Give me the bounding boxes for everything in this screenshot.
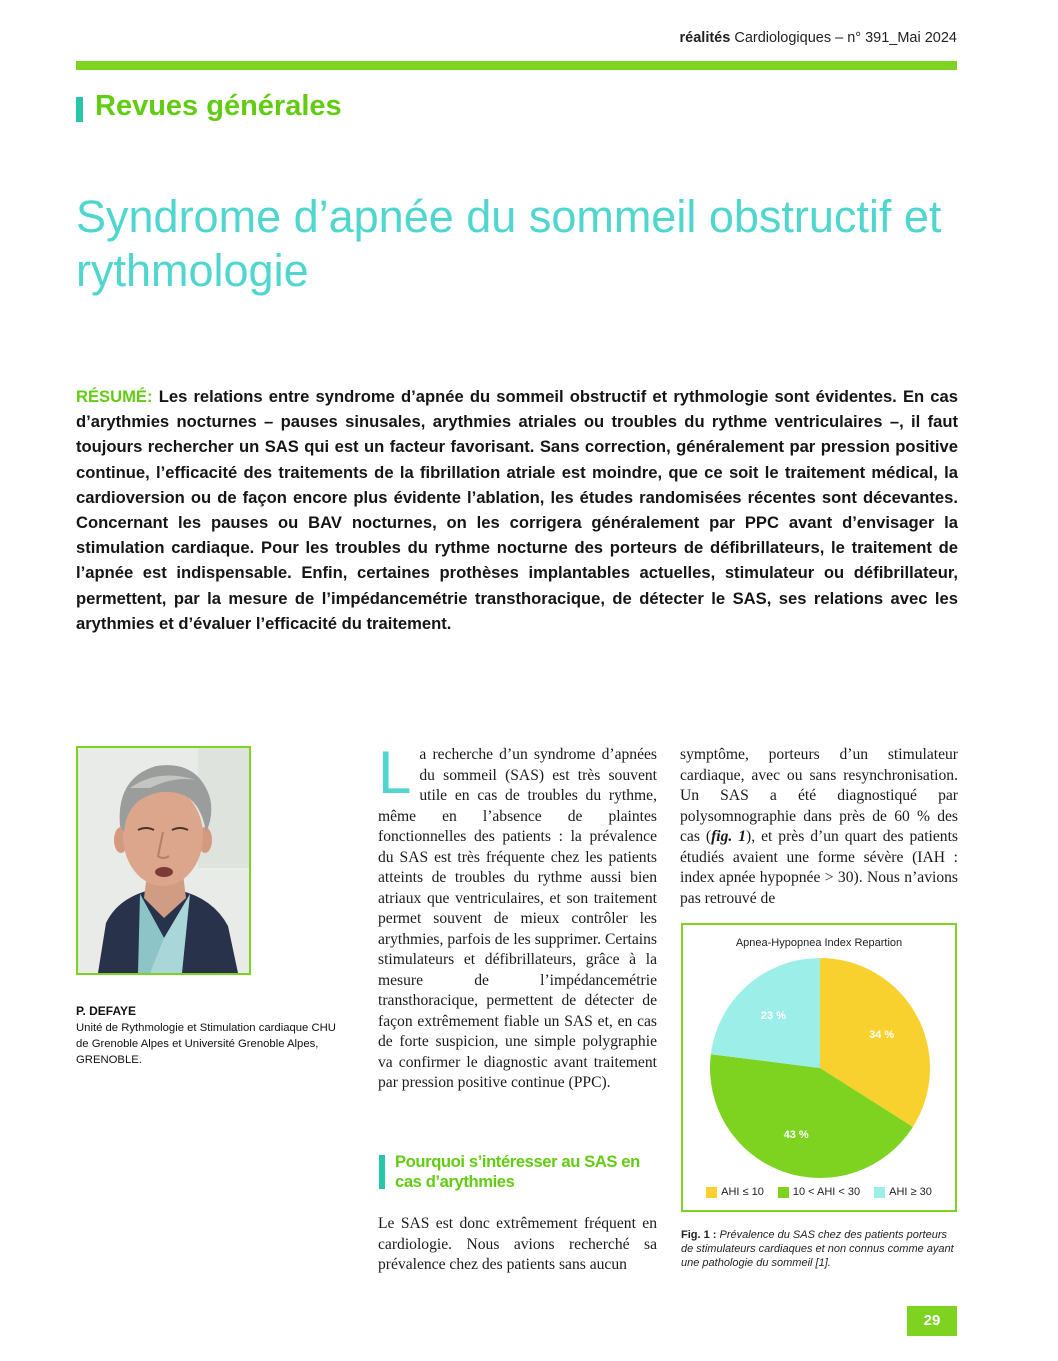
author-affiliation: Unité de Rythmologie et Stimulation cardiaque CHU de Grenoble Alpes et Université Grenoble Alpes, GRENOBLE. [76,1022,336,1066]
running-head [680,30,957,46]
body-paragraph-2: Le SAS est donc extrêmement fréquent en cardiologie. Nous avions recherché sa prévalence chez des patients sans aucun [378,1215,657,1273]
journal-brand: réalités [679,30,731,46]
author-name: P. DEFAYE [76,1004,137,1018]
subheading: Pourquoi s’intéresser au SAS en cas d’arythmies [395,1152,640,1191]
body-paragraph-3 [680,745,958,909]
legend-swatch [778,1187,789,1198]
pie-slice-label-2: 43 % [783,1129,809,1142]
author-photo [76,746,251,975]
figure-pie-chart [681,923,957,1212]
section-label: Revues générales [95,90,342,122]
legend-label: AHI ≤ 10 [721,1186,764,1198]
legend-swatch [706,1187,717,1198]
legend-item-1 [706,1186,764,1198]
legend-label: AHI ≥ 30 [889,1186,932,1198]
figure-caption-text: Prévalence du SAS chez des patients porteurs de stimulateurs cardiaques et non connus comme ayant une pathologie du sommeil [1]. [681,1229,954,1269]
top-rule [76,61,957,70]
pie-slice-label-3: 23 % [760,1010,786,1023]
section-marker [76,97,83,122]
pie-chart [709,957,931,1179]
page-number: 29 [907,1306,957,1336]
legend-label: 10 < AHI < 30 [792,1186,861,1198]
body-paragraph-1 [378,739,657,1094]
journal-issue: Cardiologiques – n° 391_Mai 2024 [734,30,957,46]
pie-slice-label-1: 34 % [869,1029,895,1042]
chart-title: Apnea-Hypopnea Index Repartion [735,937,903,949]
body-paragraph-3-start: symptôme, porteurs d’un stimulateur cardiaque, avec ou sans resynchronisation. Un SAS a été diagnostiqué par polysomnographie dans près de 60 % des cas ( [680,746,958,845]
figure-caption-label: Fig. 1 : [681,1229,717,1241]
subheading-marker [379,1155,385,1189]
body-paragraph-1-text: a recherche d’un syndrome d’apnées du sommeil (SAS) est très souvent utile en cas de troubles du rythme, même en l’absence de plaintes fonctionnelles des patients : la prévalence du SAS est très fréquente chez les patients atteints de troubles du rythme aussi bien atriaux que ventriculaires, et son traitement permet souvent de mieux contrôler les arythmies, parfois de les supprimer. Certains stimulateurs et défibrillateurs, grâce à la mesure de l’impédancemétrie transthoracique, permettent de détecter de façon extrêmement fiable un SAS et, en cas de forte suspicion, une simple polygraphie va confirmer le diagnostic avant traitement par pression positive continue (PPC). [378,746,657,1091]
abstract [76,384,958,636]
legend-item-2 [778,1186,860,1198]
abstract-lead: RÉSUMÉ: [76,387,153,406]
chart-legend [683,1186,955,1198]
figure-caption [681,1228,958,1270]
drop-cap: L [378,739,412,806]
legend-item-3 [874,1186,932,1198]
legend-swatch [874,1187,885,1198]
author-portrait-image [78,748,249,973]
article-title: Syndrome d’apnée du sommeil obstructif et rythmologie [76,191,942,296]
body-paragraph-3-end: ), et près d’un quart des patients étudiés avaient une forme sévère (IAH : index apnée hypopnée > 30). Nous n’avions pas retrouvé de [680,828,958,907]
abstract-text: Les relations entre syndrome d’apnée du sommeil obstructif et rythmologie sont évidentes. En cas d’arythmies nocturnes – pauses sinusales, arythmies atriales ou troubles du rythme ventriculaires –, il faut toujours rechercher un SAS qui est un facteur favorisant. Sans correction, généralement par pression positive continue, l’efficacité des traitements de la fibrillation atriale est moindre, que ce soit le traitement médical, la cardioversion ou de façon encore plus évidente l’ablation, les études randomisées récentes sont décevantes. Concernant les pauses ou BAV nocturnes, on les corrigera généralement par PPC avant d’envisager la stimulation cardiaque. Pour les troubles du rythme nocturne des porteurs de défibrillateurs, le traitement de l’apnée est indispensable. Enfin, certaines prothèses implantables actuelles, stimulateur ou défibrillateur, permettent, par la mesure de l’impédancemétrie transthoracique, de détecter le SAS, ses relations avec les arythmies et d’évaluer l’efficacité du traitement. [76,387,958,633]
figure-reference: fig. 1 [711,828,747,845]
